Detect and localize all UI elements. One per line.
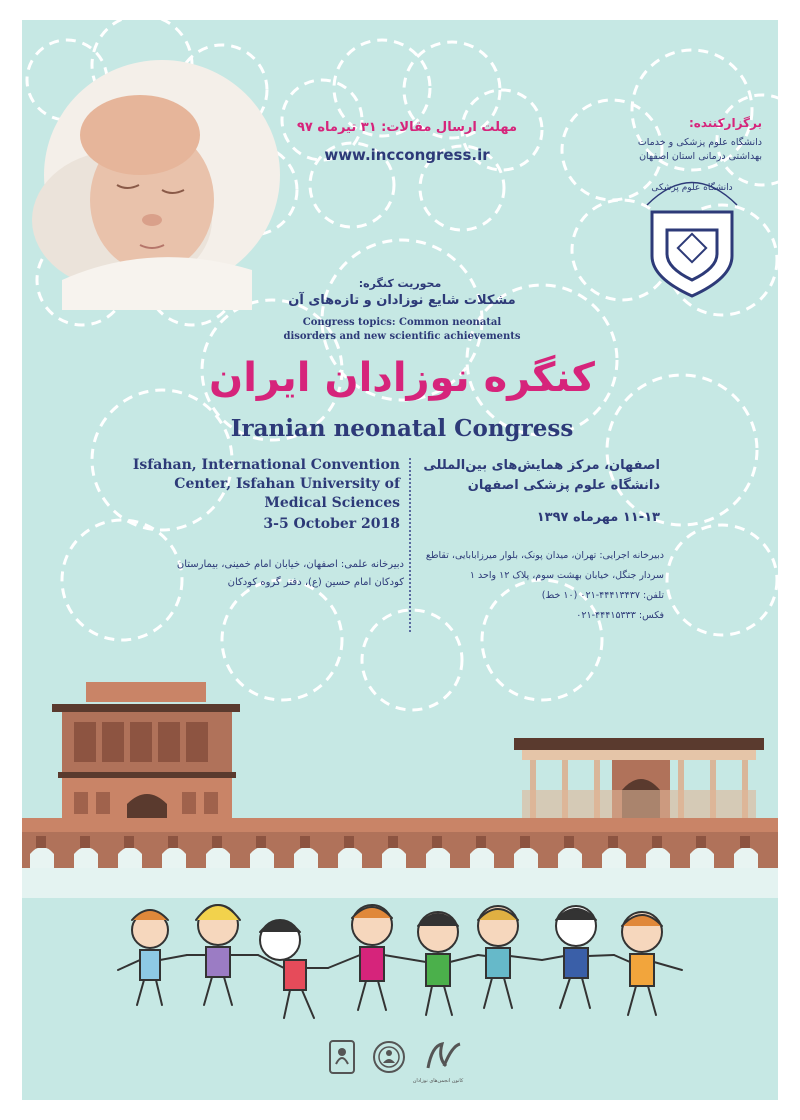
executive-secretariat [414, 546, 664, 626]
child-8-icon [614, 912, 682, 1015]
venue-en-line3: Medical Sciences [264, 495, 400, 511]
child-7-icon [542, 906, 614, 1008]
sponsor-logo-3-icon [422, 1038, 466, 1076]
child-1-icon [118, 910, 187, 1005]
submission-deadline: مهلت ارسال مقالات: ۳۱ تیرماه ۹۷ [296, 120, 518, 135]
executive-secretariat-line2: سردار جنگل، خیابان بهشت سوم، پلاک ۱۲ واحد ۱ [469, 570, 664, 581]
children-illustration [118, 905, 682, 1018]
child-2-icon [187, 905, 258, 1005]
child-4-icon [328, 905, 414, 1010]
website-link[interactable]: www.inccongress.ir [324, 146, 490, 164]
ali-qapu-building [52, 682, 240, 826]
child-3-icon [258, 920, 328, 1018]
chehel-sotoun-building [514, 738, 764, 820]
university-seal-icon [647, 181, 737, 296]
scientific-secretariat-line2: کودکان امام حسین (ع)، دفتر گروه کودکان [227, 577, 404, 588]
poster [22, 20, 778, 1100]
svg-text:دانشگاه علوم پزشکی: دانشگاه علوم پزشکی [651, 183, 733, 193]
organizer-name: دانشگاه علوم پزشکی و خدمات بهداشتی درمانی استان اصفهان [637, 137, 762, 162]
baby-photo [32, 60, 280, 310]
sponsor-logo-2-icon [372, 1038, 406, 1076]
top-cloud [282, 40, 542, 230]
venue-en-line2: Center, Isfahan University of [174, 476, 400, 492]
venue-fa-line2: دانشگاه علوم پزشکی اصفهان [467, 478, 660, 493]
congress-title-en: Iranian neonatal Congress [230, 415, 574, 442]
sponsor-logo-1-icon [326, 1038, 360, 1076]
executive-fax: فکس: ۴۴۴۱۵۳۳۳-۰۲۱ [576, 610, 664, 621]
executive-secretariat-line1: دبیرخانه اجرایی: تهران، میدان پونک، بلوار میرزابابایی، تقاطع [425, 550, 664, 561]
khaju-bridge [22, 818, 778, 898]
date-en: 3-5 October 2018 [263, 516, 400, 532]
venue-en [132, 456, 400, 513]
child-5-icon [414, 912, 478, 1015]
sponsor-logo-3-label: کانون انجمن‌های نوزادان [412, 1078, 464, 1084]
venue-en-line1: Isfahan, International Convention [132, 457, 400, 473]
topics-label: محوریت کنگره: [358, 277, 442, 290]
topics-en [252, 316, 552, 344]
child-6-icon [478, 906, 542, 1008]
topics-fa: مشکلات شایع نوزادان و تازه‌های آن [288, 293, 516, 308]
topics-en-line1: Congress topics: Common neonatal [302, 317, 502, 328]
executive-phone: تلفن: ۴۴۴۱۳۴۳۷-۰۲۱ (۱۰ خط) [541, 590, 664, 601]
organizer-label: برگزارکننده: [688, 116, 762, 130]
scientific-secretariat [122, 556, 404, 592]
scientific-secretariat-line1: دبیرخانه علمی: اصفهان، خیابان امام خمینی، بیمارستان [176, 559, 404, 570]
topics-en-line2: disorders and new scientific achievements [283, 331, 521, 342]
date-fa: ۱۱-۱۳ مهرماه ۱۳۹۷ [536, 510, 660, 525]
column-divider [409, 458, 411, 632]
venue-fa [414, 456, 660, 496]
congress-title-fa: کنگره نوزادان ایران [209, 355, 595, 401]
venue-fa-line1: اصفهان، مرکز همایش‌های بین‌المللی [423, 458, 660, 473]
